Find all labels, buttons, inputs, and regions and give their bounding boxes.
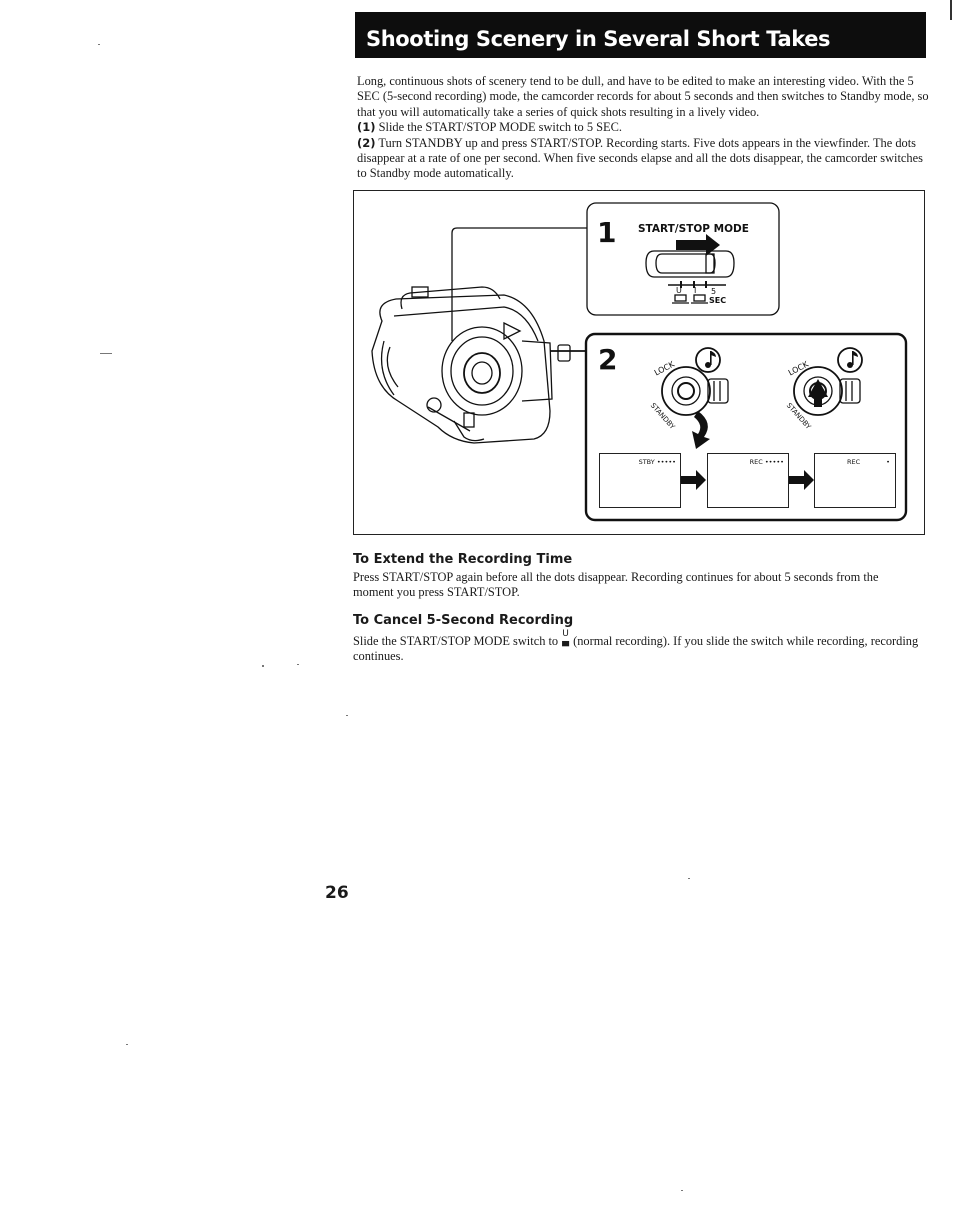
- dial-turn-arrow: [692, 411, 710, 449]
- normal-recording-glyph: U: [562, 629, 569, 639]
- panel-1-label: START/STOP MODE: [638, 223, 749, 235]
- panel-2-number: 2: [598, 343, 618, 376]
- scan-speck: [297, 664, 299, 665]
- lock-icon-1: [696, 348, 720, 372]
- extend-text: Press START/STOP again before all the dots disappear. Recording continues for about 5 seconds from the moment you press START/STOP.: [353, 570, 879, 600]
- lock-icon-2: [838, 348, 862, 372]
- switch-position-normal: U: [676, 286, 682, 295]
- scan-speck: [688, 878, 690, 879]
- step-2: [357, 136, 929, 182]
- lock-label-2: LOCK: [786, 359, 810, 378]
- page-title: Shooting Scenery in Several Short Takes: [355, 12, 926, 58]
- scan-speck: [100, 353, 112, 354]
- viewfinder-recording-end: [814, 453, 896, 508]
- extend-heading: To Extend the Recording Time: [353, 552, 573, 567]
- scan-speck: [346, 715, 348, 716]
- normal-recording-icon: U ▄: [562, 629, 570, 647]
- viewfinder-recording-text: REC •••••: [749, 458, 784, 466]
- viewfinder-end-text: REC: [847, 458, 861, 466]
- switch-sec-label: SEC: [709, 296, 727, 305]
- scan-speck: [126, 1044, 128, 1045]
- scan-speck: [681, 1190, 683, 1191]
- step-2-number: (2): [357, 135, 376, 150]
- step-1: [357, 120, 929, 135]
- step-1-text: Slide the START/STOP MODE switch to 5 SEC.: [378, 120, 622, 135]
- viewfinder-standby-text: STBY •••••: [638, 458, 676, 466]
- lock-label-1: LOCK: [652, 359, 676, 378]
- intro-text: [357, 74, 929, 182]
- switch-position-5: 5: [711, 287, 717, 296]
- intro-paragraph: Long, continuous shots of scenery tend to be dull, and have to be edited to make an interesting video. With the 5 SEC (5-second recording) mode, the camcorder records for about 5 seconds and then switches to Standby mode, so that you will automatically take a series of quick shots resulting in a lively video.: [357, 74, 929, 119]
- illustration-figure: [353, 190, 925, 535]
- page-edge-line: [950, 0, 952, 20]
- scan-speck: [98, 44, 100, 45]
- cancel-heading: To Cancel 5-Second Recording: [353, 613, 574, 628]
- sequence-arrow-2: [788, 470, 814, 490]
- standby-label-2: STANDBY: [784, 401, 813, 431]
- panel-1-number: 1: [597, 216, 617, 249]
- step-1-number: (1): [357, 120, 376, 135]
- standby-dial-1: [662, 367, 710, 415]
- switch-position-mid: I: [694, 286, 697, 295]
- page-number: 26: [325, 883, 349, 903]
- viewfinder-standby: [599, 453, 681, 508]
- cancel-text: [353, 630, 925, 665]
- scan-speck: [262, 665, 264, 667]
- cancel-text-before: Slide the START/STOP MODE switch to: [353, 634, 559, 648]
- switch-direction-arrow: [676, 234, 720, 256]
- viewfinder-end-dot: •: [886, 458, 890, 466]
- step-2-text: Turn STANDBY up and press START/STOP. Recording starts. Five dots appears in the viewfinder. The dots disappear at a rate of one per second. When five seconds elapse and all the dots disappear, the camcorder switches to Standby mode automatically.: [357, 135, 923, 181]
- switch-knob: [706, 254, 714, 273]
- sequence-arrow-1: [680, 470, 706, 490]
- viewfinder-recording: [707, 453, 789, 508]
- cancel-text-after: (normal recording). If you slide the switch while recording, recording continues.: [353, 634, 919, 664]
- standby-label-1: STANDBY: [648, 401, 677, 431]
- panel-1-leader: [452, 228, 587, 341]
